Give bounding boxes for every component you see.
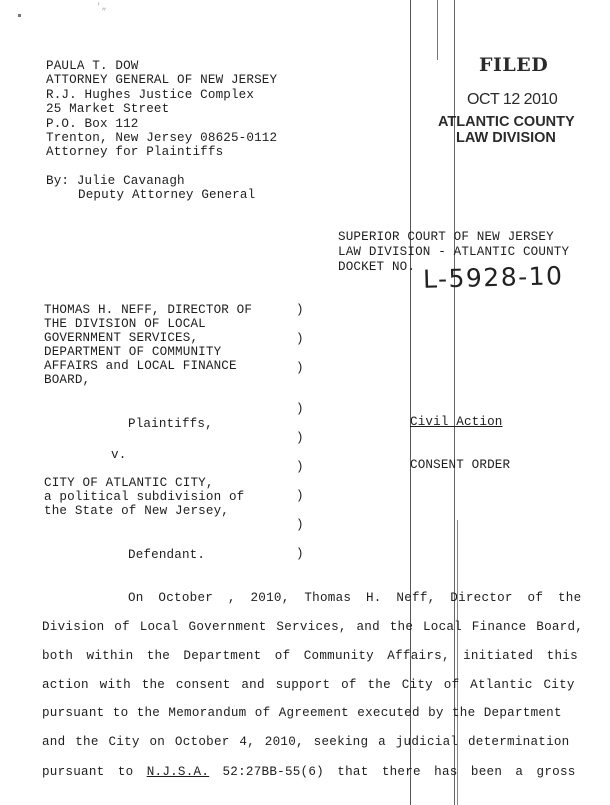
scan-artifact: ′„ (96, 2, 107, 12)
attorney-line: R.J. Hughes Justice Complex (46, 87, 255, 102)
caption-bracket: ) (296, 431, 304, 445)
plaintiff-line: GOVERNMENT SERVICES, (44, 331, 199, 345)
body-line: action with the consent and support of the City of Atlantic City (42, 678, 575, 692)
plaintiffs-label: Plaintiffs, (128, 417, 213, 431)
plaintiff-line: DEPARTMENT OF COMMUNITY (44, 345, 222, 359)
docket-number: L-5928-10 (422, 261, 564, 294)
body-paragraph (42, 584, 586, 784)
caption-bracket: ) (296, 518, 304, 532)
defendant-label: Defendant. (128, 548, 206, 562)
plaintiff-line: AFFAIRS and LOCAL FINANCE (44, 359, 237, 373)
attorney-line: Trenton, New Jersey 08625-0112 (46, 131, 278, 146)
order-title: CONSENT ORDER (410, 458, 511, 472)
filed-stamp-division: LAW DIVISION (456, 130, 556, 146)
court-division: LAW DIVISION - ATLANTIC COUNTY (338, 245, 570, 259)
attorney-line: ATTORNEY GENERAL OF NEW JERSEY (46, 73, 278, 88)
attorney-line: 25 Market Street (46, 102, 170, 117)
body-text: 52:27BB-55(6) that there has been a gross (209, 765, 576, 779)
versus: v. (111, 448, 127, 462)
action-type: Civil Action (410, 415, 503, 429)
body-line: On October , 2010, Thomas H. Neff, Director of the (128, 591, 582, 605)
attorney-line: Attorney for Plaintiffs (46, 145, 224, 160)
body-line: Division of Local Government Services, and the Local Finance Board, (42, 620, 584, 634)
defendant-line: a political subdivision of (44, 490, 245, 504)
signer-title: Deputy Attorney General (78, 188, 256, 202)
body-line-statute (42, 765, 576, 779)
plaintiff-line: THE DIVISION OF LOCAL (44, 317, 206, 331)
caption-bracket: ) (296, 489, 304, 503)
court-name: SUPERIOR COURT OF NEW JERSEY (338, 230, 554, 244)
body-text: pursuant to (42, 765, 147, 779)
caption-bracket: ) (296, 332, 304, 346)
attorney-line: P.O. Box 112 (46, 116, 139, 131)
attorney-line: PAULA T. DOW (46, 59, 139, 73)
caption-bracket: ) (296, 361, 304, 375)
filed-stamp-title: FILED (479, 54, 549, 76)
docket-label: DOCKET NO. (338, 260, 416, 274)
body-line: pursuant to the Memorandum of Agreement executed by the Department (42, 706, 562, 720)
plaintiff-line: THOMAS H. NEFF, DIRECTOR OF (44, 303, 253, 317)
defendant-line: the State of New Jersey, (44, 504, 229, 518)
filed-stamp-date: OCT 12 2010 (467, 91, 558, 108)
scan-artifact (18, 14, 21, 17)
signer-line: By: Julie Cavanagh (46, 174, 185, 188)
fold-line (437, 0, 438, 60)
caption-bracket: ) (296, 303, 304, 317)
filed-stamp-county: ATLANTIC COUNTY (438, 114, 575, 130)
attorney-block (46, 59, 277, 160)
body-line: both within the Department of Community Affairs, initiated this (42, 649, 578, 663)
plaintiff-line: BOARD, (44, 373, 91, 387)
statute-citation: N.J.S.A. (146, 765, 210, 779)
caption-bracket: ) (296, 402, 304, 416)
defendant-line: CITY OF ATLANTIC CITY, (44, 476, 214, 490)
caption-bracket: ) (296, 547, 304, 561)
body-line: and the City on October 4, 2010, seeking a judicial determination (42, 735, 570, 749)
caption-bracket: ) (296, 460, 304, 474)
